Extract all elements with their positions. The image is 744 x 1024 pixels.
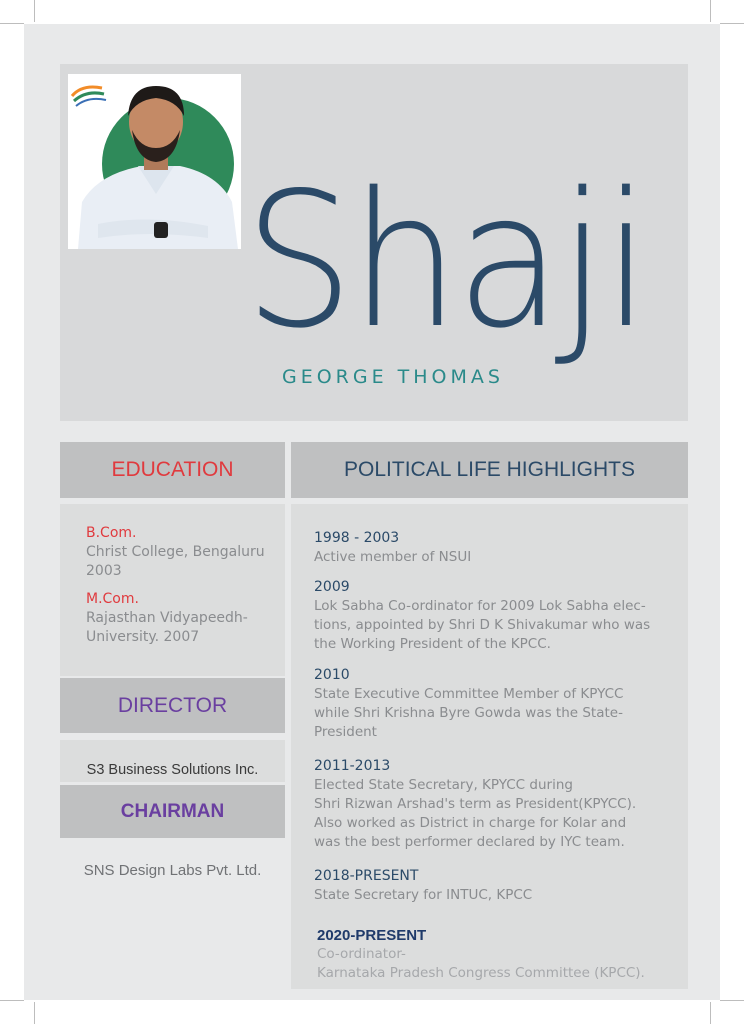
portrait-illustration — [68, 74, 241, 249]
director-company: S3 Business Solutions Inc. — [86, 762, 259, 778]
crop-mark — [710, 1002, 711, 1024]
crop-mark — [710, 0, 711, 22]
political-panel — [291, 504, 688, 989]
highlight-item — [314, 529, 659, 567]
highlight-text: President — [314, 724, 377, 740]
crop-mark — [34, 0, 35, 22]
crop-mark — [34, 1002, 35, 1024]
highlight-text: Elected State Secretary, KPYCC during — [314, 777, 573, 793]
highlight-text: tions, appointed by Shri D K Shivakumar who was — [314, 617, 651, 633]
highlight-text: Lok Sabha Co-ordinator for 2009 Lok Sabha elec- — [314, 598, 646, 614]
education-degree: M.Com. — [86, 591, 139, 607]
highlight-text: State Secretary for INTUC, KPCC — [314, 887, 533, 903]
education-year: University. 2007 — [86, 629, 200, 645]
highlight-text: Karnataka Pradesh Congress Committee (KPCC). — [317, 965, 645, 981]
name-first: Shaji — [244, 152, 647, 369]
political-header — [291, 442, 688, 498]
chairman-heading: CHAIRMAN — [120, 800, 225, 822]
profile-photo — [68, 74, 241, 249]
highlight-years: 2009 — [314, 579, 350, 595]
education-degree: B.Com. — [86, 525, 137, 541]
education-institution: Rajasthan Vidyapeedh- — [86, 610, 248, 626]
highlight-text: was the best performer declared by IYC team. — [314, 834, 625, 850]
highlight-item — [314, 867, 659, 905]
highlight-text: Also worked as District in charge for Kolar and — [314, 815, 627, 831]
highlight-item — [314, 578, 659, 654]
highlight-years: 2018-PRESENT — [314, 868, 419, 884]
education-header — [60, 442, 285, 498]
highlight-text: Co-ordinator- — [317, 946, 406, 962]
crop-mark — [720, 23, 744, 24]
political-heading: POLITICAL LIFE HIGHLIGHTS — [344, 458, 635, 481]
highlight-years: 2011-2013 — [314, 758, 391, 774]
highlight-item — [314, 757, 659, 852]
education-year: 2003 — [86, 563, 122, 579]
education-heading: EDUCATION — [111, 458, 234, 481]
highlight-item — [314, 666, 659, 742]
crop-mark — [0, 23, 24, 24]
chairman-header — [60, 785, 285, 838]
highlight-years: 2020-PRESENT — [317, 927, 427, 944]
crop-mark — [720, 1000, 744, 1001]
highlight-item — [317, 926, 662, 983]
highlight-text: Active member of NSUI — [314, 549, 472, 565]
highlight-text: State Executive Committee Member of KPYCC — [314, 686, 624, 702]
highlight-text: Shri Rizwan Arshad's term as President(KPYCC). — [314, 796, 637, 812]
highlight-text: while Shri Krishna Byre Gowda was the State- — [314, 705, 623, 721]
director-heading: DIRECTOR — [117, 693, 228, 717]
name-last: GEORGE THOMAS — [282, 366, 504, 388]
highlight-text: the Working President of the KPCC. — [314, 636, 551, 652]
highlight-years: 1998 - 2003 — [314, 530, 400, 546]
chairman-company: SNS Design Labs Pvt. Ltd. — [83, 862, 262, 879]
highlight-years: 2010 — [314, 667, 350, 683]
director-header — [60, 678, 285, 733]
education-institution: Christ College, Bengaluru — [86, 544, 265, 560]
crop-mark — [0, 1000, 24, 1001]
